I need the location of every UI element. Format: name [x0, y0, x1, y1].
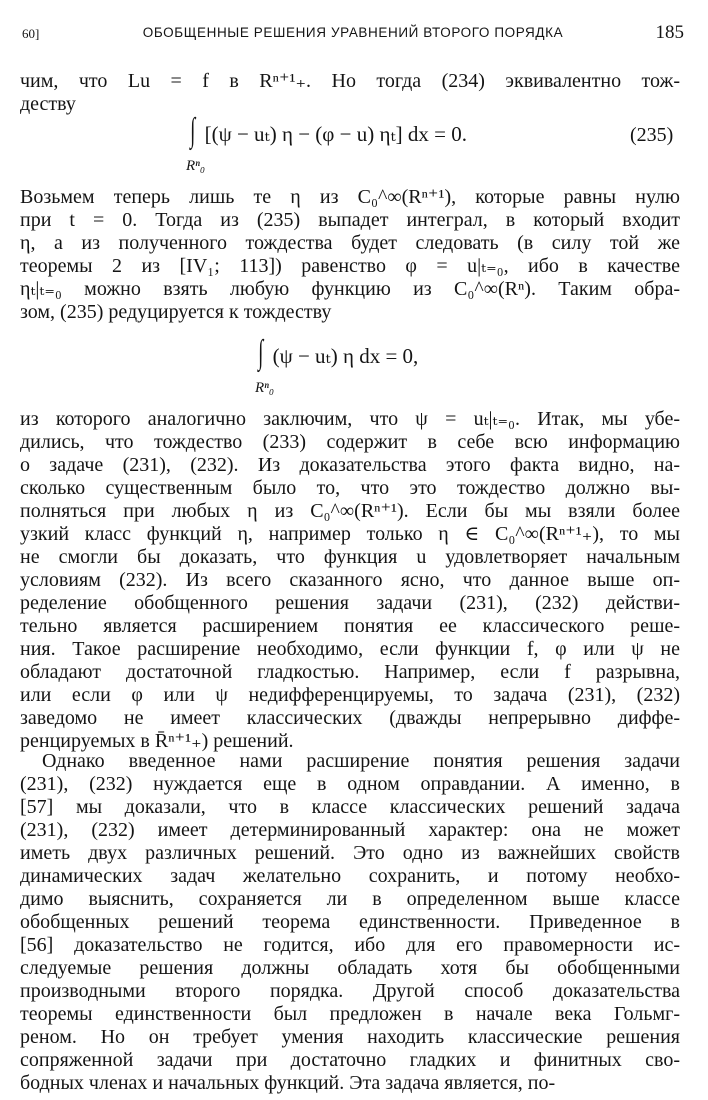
text-line: η, а из полученного тождества будет следовать (в силу той же	[20, 232, 680, 254]
text-line: деству	[20, 93, 76, 115]
integral-domain: Rⁿ₀	[186, 158, 206, 174]
text-line: условиям (232). Из всего сказанного ясно, что данное выше оп-	[20, 569, 680, 591]
integral-domain: Rⁿ₀	[255, 380, 275, 396]
text-line: или если φ или ψ недифференцируемы, то задача (231), (232)	[20, 684, 680, 706]
running-header	[22, 22, 684, 46]
text-line: чим, что Lu = f в Rⁿ⁺¹₊. Но тогда (234) эквивалентно тож-	[20, 70, 680, 92]
text-line: (231), (232) нуждается еще в одном оправдании. А именно, в	[20, 773, 680, 795]
text-line: димо выяснить, сохраняется ли в определенном выше классе	[20, 888, 680, 910]
text-line: узкий класс функций η, например только η ∈ C₀^∞(Rⁿ⁺¹₊), то мы	[20, 523, 680, 545]
text-line: теоремы 2 из [IV₁; 113]) равенство φ = u|ₜ₌₀, ибо в качестве	[20, 255, 680, 277]
equation-body: [(ψ − uₜ) η − (φ − u) ηₜ] dx = 0.	[204, 122, 467, 146]
text-line: [56] доказательство не годится, ибо для его правомерности ис-	[20, 934, 680, 956]
text-line: обобщенных решений теорема единственности. Приведенное в	[20, 911, 680, 933]
text-line: следуемые решения должны обладать хотя бы обобщенными	[20, 957, 680, 979]
text-line: производными второго порядка. Другой способ доказательства	[20, 980, 680, 1002]
page-number: 185	[655, 22, 684, 43]
text-line: сколько существенным было то, что это тождество должно вы-	[20, 477, 680, 499]
text-line: тельно является расширением понятия ее классического реше-	[20, 615, 680, 637]
text-line: бодных членах и начальных функций. Эта задача является, по-	[20, 1072, 556, 1094]
text-line: ределение обобщенного решения задачи (231), (232) действи-	[20, 592, 680, 614]
paragraph-1	[20, 70, 680, 116]
equation-body: (ψ − uₜ) η dx = 0,	[272, 344, 419, 368]
text-line: обладают достаточной гладкостью. Например, если f разрывна,	[20, 661, 680, 683]
text-line: заведомо не имеет классических (дважды непрерывно диффе-	[20, 707, 680, 729]
text-line: из которого аналогично заключим, что ψ = uₜ|ₜ₌₀. Итак, мы убе-	[20, 408, 680, 430]
section-number: 60]	[22, 26, 40, 41]
paragraph-3	[20, 408, 680, 753]
text-line: (231), (232) имеет детерминированный характер: она не может	[20, 819, 680, 841]
text-line: дились, что тождество (233) содержит в себе всю информацию	[20, 431, 680, 453]
text-line: реном. Но он требует умения находить классические решения	[20, 1026, 680, 1048]
text-line: полняться при любых η из C₀^∞(Rⁿ⁺¹). Если бы мы взяли более	[20, 500, 680, 522]
text-line: динамических задач желательно сохранить, и потому необхо-	[20, 865, 680, 887]
running-title: ОБОБЩЕННЫЕ РЕШЕНИЯ УРАВНЕНИЙ ВТОРОГО ПОРЯДКА	[142, 25, 564, 40]
integral-sign: ∫	[258, 334, 264, 371]
text-line: Однако введенное нами расширение понятия решения задачи	[42, 750, 680, 772]
text-line: при t = 0. Тогда из (235) выпадет интеграл, в который входит	[20, 209, 680, 231]
equation-235	[188, 112, 467, 150]
equation-reduced	[256, 334, 418, 372]
text-line: о задаче (231), (232). Из доказательства этого факта видно, на-	[20, 454, 680, 476]
text-line: ния. Такое расширение необходимо, если функции f, φ или ψ не	[20, 638, 680, 660]
text-line: ренцируемых в R̄ⁿ⁺¹₊) решений.	[20, 730, 294, 752]
text-line: Возьмем теперь лишь те η из C₀^∞(Rⁿ⁺¹), которые равны нулю	[20, 186, 680, 208]
text-line: ηₜ|ₜ₌₀ можно взять любую функцию из C₀^∞(Rⁿ). Таким обра-	[20, 278, 680, 300]
text-line: теоремы единственности был предложен в начале века Гольмг-	[20, 1003, 680, 1025]
integral-sign: ∫	[190, 112, 196, 149]
text-line: иметь двух различных решений. Это одно из важнейших свойств	[20, 842, 680, 864]
equation-number: (235)	[630, 124, 674, 146]
text-line: не смогли бы доказать, что функция u удовлетворяет начальным	[20, 546, 680, 568]
text-line: сопряженной задачи при достаточно гладких и финитных сво-	[20, 1049, 680, 1071]
text-line: зом, (235) редуцируется к тождеству	[20, 301, 332, 323]
text-line: [57] мы доказали, что в классе классических решений задача	[20, 796, 680, 818]
paragraph-2	[20, 186, 680, 324]
paragraph-4	[20, 750, 680, 1095]
